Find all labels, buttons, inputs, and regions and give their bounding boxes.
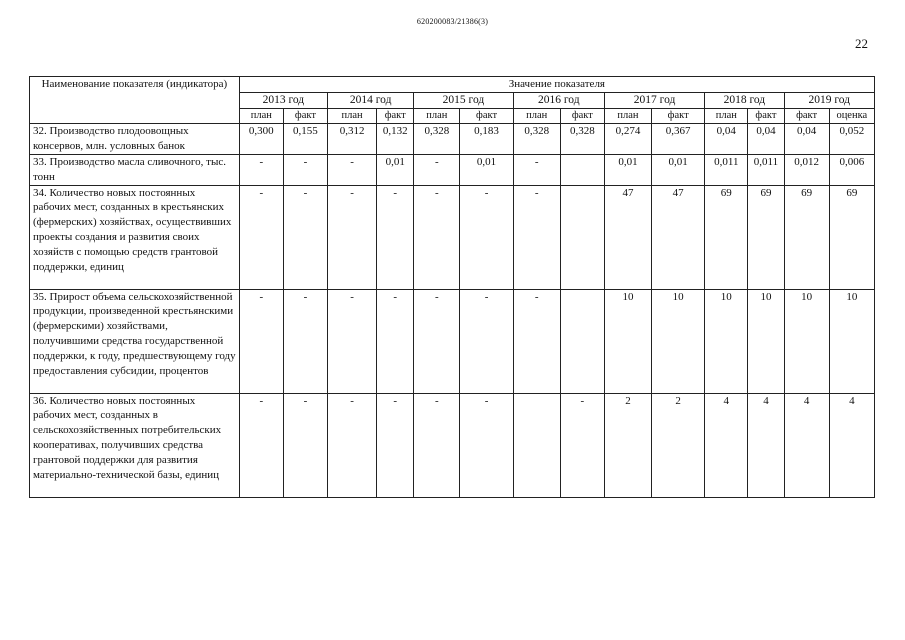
value-cell: - xyxy=(283,393,327,497)
plan-subheader: факт xyxy=(784,108,829,124)
value-cell: 2 xyxy=(604,393,651,497)
value-cell: - xyxy=(239,154,283,185)
value-cell: - xyxy=(560,393,604,497)
year-header: 2017 год xyxy=(604,92,704,108)
value-cell: 0,155 xyxy=(283,124,327,155)
value-cell: - xyxy=(513,289,560,393)
year-header: 2019 год xyxy=(784,92,875,108)
value-cell: 69 xyxy=(705,185,748,289)
value-cell: 0,312 xyxy=(328,124,377,155)
value-cell: - xyxy=(283,289,327,393)
indicator-name: 35. Прирост объема сельскохозяйственной продукции, произведенной крестьянскими (фермерскими) хозяйствами, получившими средства государственной поддержки, к году, предшествующему году предоставления субсидии, процентов xyxy=(30,289,240,393)
table-row xyxy=(30,124,875,155)
value-cell: - xyxy=(414,289,460,393)
value-cell: - xyxy=(460,185,513,289)
value-cell: - xyxy=(513,185,560,289)
table-row xyxy=(30,185,875,289)
value-cell: 0,328 xyxy=(414,124,460,155)
value-cell: - xyxy=(283,185,327,289)
name-column-header: Наименование показателя (индикатора) xyxy=(30,77,240,124)
value-cell: 0,052 xyxy=(829,124,874,155)
value-cell: 0,011 xyxy=(748,154,784,185)
year-header: 2014 год xyxy=(328,92,414,108)
year-header: 2015 год xyxy=(414,92,513,108)
value-cell: - xyxy=(377,393,414,497)
table-row xyxy=(30,393,875,497)
value-cell: - xyxy=(328,393,377,497)
value-cell: 10 xyxy=(652,289,705,393)
value-cell: 10 xyxy=(705,289,748,393)
fact-subheader: факт xyxy=(652,108,705,124)
value-cell: 4 xyxy=(705,393,748,497)
value-cell: 0,367 xyxy=(652,124,705,155)
value-cell: 69 xyxy=(748,185,784,289)
plan-subheader: план xyxy=(513,108,560,124)
header-row-top xyxy=(30,77,875,93)
value-cell: 10 xyxy=(784,289,829,393)
value-cell: 0,01 xyxy=(377,154,414,185)
plan-subheader: план xyxy=(328,108,377,124)
value-cell: - xyxy=(414,185,460,289)
document-id: 620200083/21386(3) xyxy=(416,17,489,26)
value-cell: 10 xyxy=(748,289,784,393)
value-cell: 10 xyxy=(604,289,651,393)
value-cell: 0,01 xyxy=(604,154,651,185)
value-cell: - xyxy=(328,289,377,393)
value-cell: 0,300 xyxy=(239,124,283,155)
value-cell: - xyxy=(460,393,513,497)
value-cell: 0,01 xyxy=(652,154,705,185)
indicator-name: 36. Количество новых постоянных рабочих мест, созданных в сельскохозяйственных потребительских кооперативах, получивших средства грантовой поддержки для развития материально-технической базы, единиц xyxy=(30,393,240,497)
plan-subheader: план xyxy=(604,108,651,124)
value-cell: 69 xyxy=(829,185,874,289)
fact-subheader: факт xyxy=(460,108,513,124)
value-cell xyxy=(560,289,604,393)
value-cell: 0,04 xyxy=(705,124,748,155)
value-cell: - xyxy=(414,154,460,185)
value-cell: 0,04 xyxy=(784,124,829,155)
fact-subheader: факт xyxy=(748,108,784,124)
fact-subheader: оценка xyxy=(829,108,874,124)
value-cell: 47 xyxy=(604,185,651,289)
indicator-name: 34. Количество новых постоянных рабочих мест, созданных в крестьянских (фермерских) хозяйствах, осуществивших проекты создания и развития своих хозяйств с помощью средств грантовой поддержки, единиц xyxy=(30,185,240,289)
value-cell: - xyxy=(239,289,283,393)
value-cell: 69 xyxy=(784,185,829,289)
value-cell xyxy=(560,154,604,185)
table-row xyxy=(30,289,875,393)
value-cell: - xyxy=(283,154,327,185)
value-cell: 0,328 xyxy=(560,124,604,155)
fact-subheader: факт xyxy=(377,108,414,124)
value-cell: 0,183 xyxy=(460,124,513,155)
value-cell: - xyxy=(328,185,377,289)
plan-subheader: план xyxy=(239,108,283,124)
plan-subheader: план xyxy=(414,108,460,124)
value-cell xyxy=(513,393,560,497)
year-header: 2018 год xyxy=(705,92,784,108)
fact-subheader: факт xyxy=(560,108,604,124)
indicators-table xyxy=(29,76,875,498)
page-number: 22 xyxy=(855,36,868,51)
indicator-name: 32. Производство плодоовощных консервов, млн. условных банок xyxy=(30,124,240,155)
value-cell: 2 xyxy=(652,393,705,497)
value-cell: - xyxy=(328,154,377,185)
value-cell: 47 xyxy=(652,185,705,289)
table-row xyxy=(30,154,875,185)
value-cell: - xyxy=(239,185,283,289)
year-header: 2016 год xyxy=(513,92,604,108)
value-cell: - xyxy=(239,393,283,497)
value-cell: 4 xyxy=(748,393,784,497)
plan-subheader: план xyxy=(705,108,748,124)
value-cell: - xyxy=(377,289,414,393)
value-cell: 0,132 xyxy=(377,124,414,155)
value-cell: 4 xyxy=(829,393,874,497)
value-cell: - xyxy=(414,393,460,497)
value-cell: 0,012 xyxy=(784,154,829,185)
value-cell: 0,328 xyxy=(513,124,560,155)
value-cell: 0,011 xyxy=(705,154,748,185)
value-cell: 0,01 xyxy=(460,154,513,185)
fact-subheader: факт xyxy=(283,108,327,124)
value-cell: 0,274 xyxy=(604,124,651,155)
year-header: 2013 год xyxy=(239,92,327,108)
value-cell: 0,006 xyxy=(829,154,874,185)
value-cell xyxy=(560,185,604,289)
value-cell: - xyxy=(460,289,513,393)
value-cell: - xyxy=(377,185,414,289)
value-header: Значение показателя xyxy=(239,77,874,93)
indicator-name: 33. Производство масла сливочного, тыс. тонн xyxy=(30,154,240,185)
value-cell: 0,04 xyxy=(748,124,784,155)
value-cell: 10 xyxy=(829,289,874,393)
value-cell: - xyxy=(513,154,560,185)
value-cell: 4 xyxy=(784,393,829,497)
